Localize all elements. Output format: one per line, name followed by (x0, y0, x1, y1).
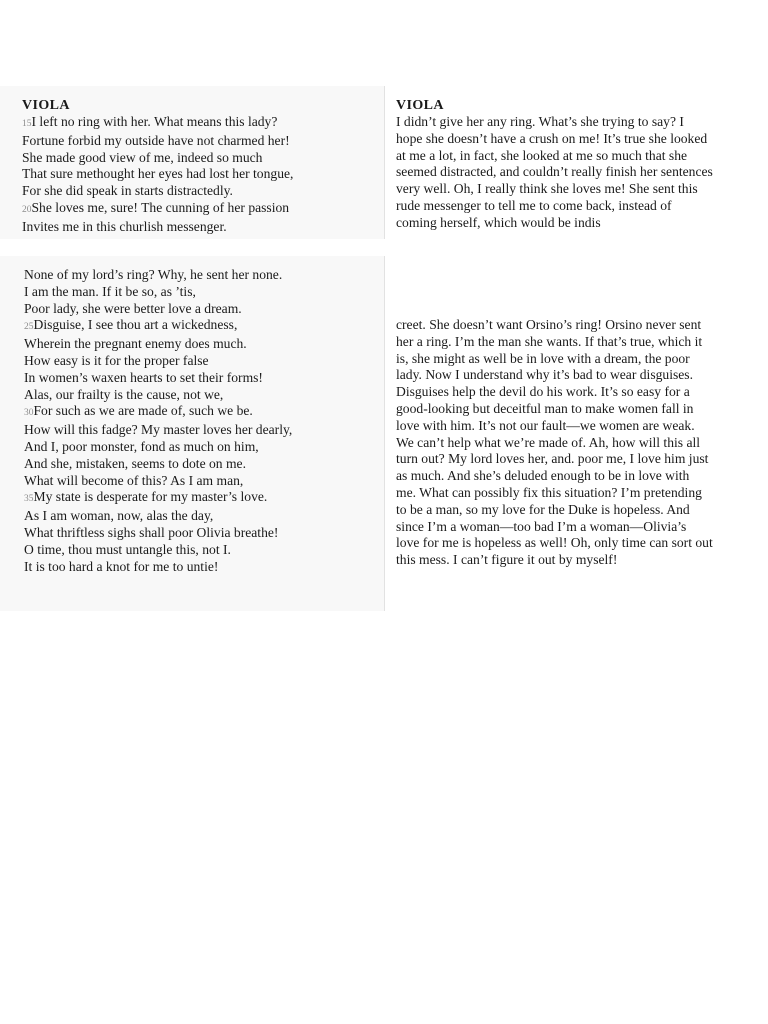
column-divider (384, 256, 385, 611)
verse-line (24, 456, 384, 473)
translation-line: coming herself, which would be indis (396, 214, 601, 230)
verse-line (24, 317, 384, 336)
verse-text: For she did speak in starts distractedly. (22, 183, 233, 199)
verse-text: I am the man. If it be so, as ’tis, (24, 283, 196, 299)
verse-text: Disguise, I see thou art a wickedness, (33, 317, 238, 333)
verse-line (24, 403, 384, 422)
verse-text: She loves me, sure! The cunning of her passion (31, 199, 290, 215)
verse-text: And I, poor monster, fond as much on him, (24, 438, 259, 454)
verse-line (24, 267, 384, 284)
verse-line (24, 353, 384, 370)
translation-line: this mess. I can’t figure it out by myself! (396, 552, 618, 568)
translation-line: turn out? My lord loves her, and. poor me, I love him just (396, 451, 709, 467)
verse-text: Fortune forbid my outside have not charmed her! (22, 132, 290, 148)
verse-text: Alas, our frailty is the cause, not we, (24, 386, 224, 402)
translation-line: her a ring. I’m the man she wants. If that’s true, which it (396, 333, 703, 349)
verse-line (22, 166, 384, 183)
line-number: 30 (24, 408, 34, 419)
line-number: 35 (24, 494, 34, 505)
verse-text: How easy is it for the proper false (24, 352, 209, 368)
verse-line (22, 183, 384, 200)
translation-line: love with him. It’s not our fault—we women are weak. (396, 417, 695, 433)
translation-line: me. What can possibly fix this situation? I’m pretending (396, 484, 702, 500)
translation-line: lady. Now I understand why it’s bad to wear disguises. (396, 367, 693, 383)
translation-line: love for me is hopeless as well! Oh, only time can sort out (396, 535, 713, 551)
verse-text: As I am woman, now, alas the day, (24, 508, 214, 524)
verse-line (24, 525, 384, 542)
speaker-label: VIOLA (396, 98, 444, 113)
verse-line (24, 508, 384, 525)
verse-line (24, 489, 384, 508)
original-text-block (24, 267, 384, 575)
verse-line (24, 301, 384, 318)
translation-line: at me a lot, in fact, she looked at me so much that she (396, 147, 688, 163)
verse-text: My state is desperate for my master’s love. (33, 489, 268, 505)
translation-line: good-looking but deceitful man to make women fall in (396, 400, 694, 416)
line-number: 25 (24, 322, 34, 333)
translation-line: since I’m a woman—too bad I’m a woman—Olivia’s (396, 518, 687, 534)
translation-line: very well. Oh, I really think she loves me! She sent this (396, 181, 698, 197)
modern-text-block (396, 317, 768, 569)
translation-line: rude messenger to tell me to come back, instead of (396, 197, 672, 213)
speaker-label: VIOLA (22, 98, 70, 113)
verse-text: How will this fadge? My master loves her dearly, (24, 422, 293, 438)
verse-text: It is too hard a knot for me to untie! (24, 558, 219, 574)
original-panel-1 (0, 86, 384, 239)
verse-text: Wherein the pregnant enemy does much. (24, 336, 247, 352)
translation-line: is, she might as well be in love with a dream, the poor (396, 350, 690, 366)
verse-line (24, 559, 384, 576)
verse-line (22, 219, 384, 236)
verse-text: That sure methought her eyes had lost her tongue, (22, 166, 294, 182)
original-text-block (22, 114, 384, 236)
verse-line (22, 133, 384, 150)
verse-text: Invites me in this churlish messenger. (22, 218, 227, 234)
translation-line: hope she doesn’t have a crush on me! It’s true she looked (396, 130, 708, 146)
translation-line: We can’t help what we’re made of. Ah, how will this all (396, 434, 701, 450)
verse-text: I left no ring with her. What means this lady? (31, 114, 278, 129)
modern-panel-2 (386, 256, 768, 611)
translation-line: as much. And she’s deluded enough to be in love with (396, 468, 690, 484)
verse-text: Poor lady, she were better love a dream. (24, 300, 242, 316)
verse-line (24, 387, 384, 404)
modern-text-block (396, 114, 768, 232)
verse-line (22, 200, 384, 219)
translation-line: creet. She doesn’t want Orsino’s ring! Orsino never sent (396, 317, 702, 332)
verse-line (24, 370, 384, 387)
verse-line (24, 473, 384, 490)
verse-line (22, 114, 384, 133)
verse-line (24, 422, 384, 439)
original-panel-2 (0, 256, 384, 611)
verse-text: None of my lord’s ring? Why, he sent her none. (24, 267, 283, 282)
translation-line: to be a man, so my love for the Duke is hopeless. And (396, 501, 690, 517)
translation-line: I didn’t give her any ring. What’s she trying to say? I (396, 114, 684, 129)
verse-line (24, 284, 384, 301)
verse-line (24, 542, 384, 559)
column-divider (384, 86, 385, 239)
verse-text: O time, thou must untangle this, not I. (24, 541, 231, 557)
verse-text: What thriftless sighs shall poor Olivia breathe! (24, 524, 279, 540)
line-number: 15 (22, 119, 32, 129)
verse-line (24, 336, 384, 353)
line-number: 20 (22, 204, 32, 215)
verse-text: In women’s waxen hearts to set their forms! (24, 369, 263, 385)
verse-line (22, 150, 384, 167)
verse-text: For such as we are made of, such we be. (33, 403, 253, 419)
verse-text: And she, mistaken, seems to dote on me. (24, 455, 246, 471)
translation-line: Disguises help the devil do his work. It’s so easy for a (396, 384, 690, 400)
translation-line: seemed distracted, and couldn’t really finish her sentences (396, 164, 713, 180)
modern-panel-1 (386, 86, 768, 239)
verse-text: She made good view of me, indeed so much (22, 149, 263, 165)
verse-line (24, 439, 384, 456)
verse-text: What will become of this? As I am man, (24, 472, 244, 488)
